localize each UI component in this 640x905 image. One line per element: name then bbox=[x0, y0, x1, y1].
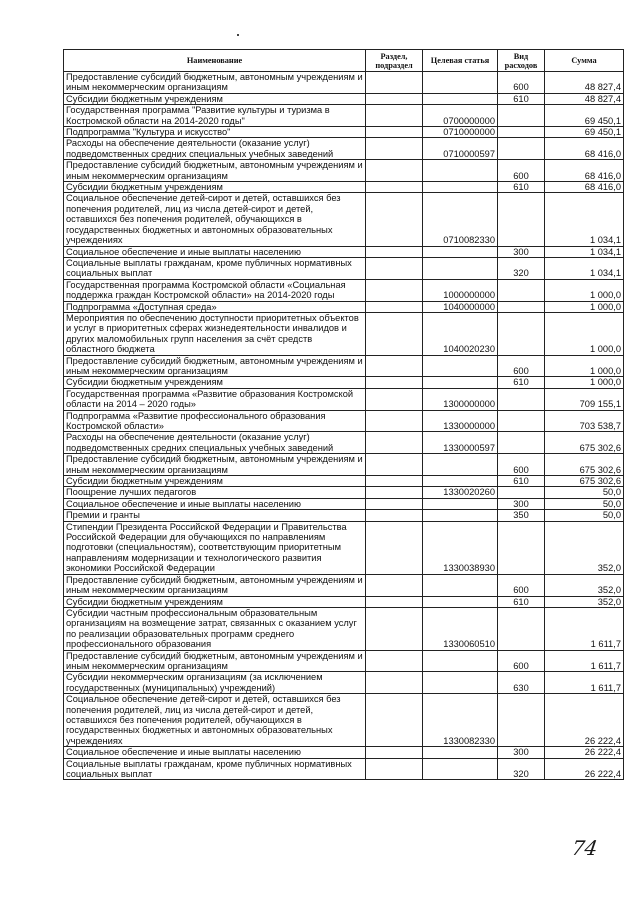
cell-type: 350 bbox=[498, 510, 545, 521]
cell-target: 1040000000 bbox=[423, 301, 498, 312]
cell-name: Государственная программа "Развитие культуры и туризма в Костромской области на 2014-2020 годы" bbox=[64, 105, 366, 127]
cell-target bbox=[423, 650, 498, 672]
cell-sum: 1 000,0 bbox=[545, 312, 624, 355]
table-row bbox=[64, 182, 624, 193]
cell-section bbox=[366, 257, 423, 279]
cell-name: Расходы на обеспечение деятельности (оказание услуг) подведомственных средних специальных учебных заведений bbox=[64, 138, 366, 160]
cell-sum: 352,0 bbox=[545, 574, 624, 596]
cell-sum: 68 416,0 bbox=[545, 160, 624, 182]
cell-type bbox=[498, 388, 545, 410]
cell-sum: 1 000,0 bbox=[545, 301, 624, 312]
cell-target bbox=[423, 574, 498, 596]
cell-section bbox=[366, 105, 423, 127]
cell-section bbox=[366, 758, 423, 780]
cell-type bbox=[498, 105, 545, 127]
cell-section bbox=[366, 607, 423, 650]
cell-sum: 48 827,4 bbox=[545, 93, 624, 104]
cell-type: 610 bbox=[498, 476, 545, 487]
cell-type bbox=[498, 127, 545, 138]
table-row bbox=[64, 105, 624, 127]
cell-target: 0710000597 bbox=[423, 138, 498, 160]
cell-target: 1330060510 bbox=[423, 607, 498, 650]
cell-sum: 675 302,6 bbox=[545, 432, 624, 454]
cell-sum: 675 302,6 bbox=[545, 454, 624, 476]
cell-target bbox=[423, 257, 498, 279]
cell-section bbox=[366, 410, 423, 432]
cell-target bbox=[423, 747, 498, 758]
cell-type bbox=[498, 694, 545, 747]
table-row bbox=[64, 498, 624, 509]
cell-name: Предоставление субсидий бюджетным, автономным учреждениям и иным некоммерческим организациям bbox=[64, 454, 366, 476]
table-row bbox=[64, 487, 624, 498]
cell-section bbox=[366, 160, 423, 182]
header-sum: Сумма bbox=[545, 50, 624, 72]
cell-sum: 50,0 bbox=[545, 487, 624, 498]
cell-sum: 1 000,0 bbox=[545, 377, 624, 388]
cell-name: Предоставление субсидий бюджетным, автономным учреждениям и иным некоммерческим организациям bbox=[64, 574, 366, 596]
cell-target bbox=[423, 182, 498, 193]
cell-section bbox=[366, 246, 423, 257]
cell-target: 0710000000 bbox=[423, 127, 498, 138]
cell-section bbox=[366, 454, 423, 476]
cell-sum: 26 222,4 bbox=[545, 694, 624, 747]
cell-target bbox=[423, 72, 498, 94]
cell-section bbox=[366, 127, 423, 138]
cell-sum: 1 000,0 bbox=[545, 355, 624, 377]
cell-name: Стипендии Президента Российской Федерации и Правительства Российской Федерации для обучающихся по направлениям подготовки (специальностям), соответствующим приоритетным направлениям модернизации и технологического развития экономики Российской Федерации bbox=[64, 521, 366, 574]
table-body bbox=[64, 72, 624, 780]
cell-section bbox=[366, 193, 423, 246]
cell-sum: 68 416,0 bbox=[545, 182, 624, 193]
table-row bbox=[64, 747, 624, 758]
table-row bbox=[64, 388, 624, 410]
cell-type: 610 bbox=[498, 596, 545, 607]
cell-section bbox=[366, 596, 423, 607]
cell-type bbox=[498, 312, 545, 355]
cell-section bbox=[366, 747, 423, 758]
cell-target: 0710082330 bbox=[423, 193, 498, 246]
cell-target: 0700000000 bbox=[423, 105, 498, 127]
cell-sum: 1 000,0 bbox=[545, 279, 624, 301]
cell-section bbox=[366, 93, 423, 104]
cell-name: Социальные выплаты гражданам, кроме публичных нормативных социальных выплат bbox=[64, 758, 366, 780]
cell-name: Предоставление субсидий бюджетным, автономным учреждениям и иным некоммерческим организациям bbox=[64, 355, 366, 377]
cell-target bbox=[423, 377, 498, 388]
cell-name: Социальное обеспечение детей-сирот и детей, оставшихся без попечения родителей, лиц из числа детей-сирот и детей, оставшихся без попечения родителей, обучающихся в государственных бюджетных и автономных образовательных учреждениях bbox=[64, 694, 366, 747]
cell-type bbox=[498, 138, 545, 160]
cell-section bbox=[366, 694, 423, 747]
table-row bbox=[64, 257, 624, 279]
table-row bbox=[64, 596, 624, 607]
cell-target bbox=[423, 672, 498, 694]
cell-name: Субсидии бюджетным учреждениям bbox=[64, 476, 366, 487]
cell-sum: 1 034,1 bbox=[545, 257, 624, 279]
cell-name: Расходы на обеспечение деятельности (оказание услуг) подведомственных средних специальных учебных заведений bbox=[64, 432, 366, 454]
cell-type bbox=[498, 521, 545, 574]
cell-type bbox=[498, 279, 545, 301]
cell-sum: 1 611,7 bbox=[545, 672, 624, 694]
cell-sum: 68 416,0 bbox=[545, 138, 624, 160]
cell-target bbox=[423, 355, 498, 377]
cell-section bbox=[366, 355, 423, 377]
cell-section bbox=[366, 388, 423, 410]
cell-section bbox=[366, 182, 423, 193]
cell-target bbox=[423, 758, 498, 780]
cell-name: Предоставление субсидий бюджетным, автономным учреждениям и иным некоммерческим организациям bbox=[64, 72, 366, 94]
cell-type: 600 bbox=[498, 454, 545, 476]
cell-sum: 26 222,4 bbox=[545, 758, 624, 780]
cell-section bbox=[366, 138, 423, 160]
table-row bbox=[64, 650, 624, 672]
cell-name: Подпрограмма "Культура и искусство" bbox=[64, 127, 366, 138]
cell-type: 600 bbox=[498, 72, 545, 94]
table-row bbox=[64, 93, 624, 104]
cell-sum: 352,0 bbox=[545, 596, 624, 607]
cell-type bbox=[498, 432, 545, 454]
cell-target: 1040020230 bbox=[423, 312, 498, 355]
table-row bbox=[64, 607, 624, 650]
cell-type bbox=[498, 410, 545, 432]
cell-type: 600 bbox=[498, 650, 545, 672]
cell-section bbox=[366, 498, 423, 509]
scan-speck bbox=[237, 34, 239, 36]
budget-table bbox=[63, 49, 624, 780]
cell-type: 600 bbox=[498, 574, 545, 596]
cell-sum: 50,0 bbox=[545, 510, 624, 521]
cell-type: 320 bbox=[498, 257, 545, 279]
table-row bbox=[64, 72, 624, 94]
cell-section bbox=[366, 72, 423, 94]
cell-target bbox=[423, 510, 498, 521]
cell-type: 610 bbox=[498, 182, 545, 193]
cell-section bbox=[366, 279, 423, 301]
table-row bbox=[64, 454, 624, 476]
cell-section bbox=[366, 521, 423, 574]
cell-name: Премии и гранты bbox=[64, 510, 366, 521]
cell-target bbox=[423, 454, 498, 476]
cell-type: 300 bbox=[498, 246, 545, 257]
cell-type bbox=[498, 487, 545, 498]
cell-target: 1330082330 bbox=[423, 694, 498, 747]
cell-section bbox=[366, 487, 423, 498]
cell-name: Субсидии бюджетным учреждениям bbox=[64, 182, 366, 193]
cell-target bbox=[423, 498, 498, 509]
table-row bbox=[64, 510, 624, 521]
cell-target bbox=[423, 246, 498, 257]
cell-name: Социальное обеспечение детей-сирот и детей, оставшихся без попечения родителей, лиц из числа детей-сирот и детей, оставшихся без попечения родителей, обучающихся в государственных бюджетных и автономных образовательных учреждениях bbox=[64, 193, 366, 246]
cell-name: Субсидии частным профессиональным образовательным организациям на возмещение затрат, связанных с оказанием услуг по реализации образовательных программ среднего профессионального образования bbox=[64, 607, 366, 650]
table-row bbox=[64, 672, 624, 694]
cell-type: 600 bbox=[498, 355, 545, 377]
cell-sum: 709 155,1 bbox=[545, 388, 624, 410]
cell-sum: 1 611,7 bbox=[545, 650, 624, 672]
cell-target: 1300000000 bbox=[423, 388, 498, 410]
cell-name: Государственная программа «Развитие образования Костромской области на 2014 – 2020 годы» bbox=[64, 388, 366, 410]
cell-section bbox=[366, 650, 423, 672]
cell-type: 320 bbox=[498, 758, 545, 780]
cell-sum: 50,0 bbox=[545, 498, 624, 509]
table-row bbox=[64, 279, 624, 301]
cell-name: Мероприятия по обеспечению доступности приоритетных объектов и услуг в приоритетных сферах жизнедеятельности инвалидов и других маломобильных групп населения за счёт средств областного бюджета bbox=[64, 312, 366, 355]
cell-name: Государственная программа Костромской области «Социальная поддержка граждан Костромской области» на 2014-2020 годы bbox=[64, 279, 366, 301]
cell-target: 1330020260 bbox=[423, 487, 498, 498]
cell-type: 610 bbox=[498, 377, 545, 388]
cell-name: Подпрограмма «Развитие профессионального образования Костромской области» bbox=[64, 410, 366, 432]
cell-sum: 69 450,1 bbox=[545, 105, 624, 127]
cell-type: 300 bbox=[498, 498, 545, 509]
cell-sum: 48 827,4 bbox=[545, 72, 624, 94]
cell-type bbox=[498, 301, 545, 312]
cell-name: Субсидии бюджетным учреждениям bbox=[64, 596, 366, 607]
table-row bbox=[64, 193, 624, 246]
page-number: 74 bbox=[570, 836, 600, 860]
table-row bbox=[64, 312, 624, 355]
table-row bbox=[64, 758, 624, 780]
cell-name: Субсидии некоммерческим организациям (за исключением государственных (муниципальных) учреждений) bbox=[64, 672, 366, 694]
cell-name: Социальное обеспечение и иные выплаты населению bbox=[64, 498, 366, 509]
cell-name: Субсидии бюджетным учреждениям bbox=[64, 93, 366, 104]
table-row bbox=[64, 476, 624, 487]
cell-target: 1330000000 bbox=[423, 410, 498, 432]
cell-name: Предоставление субсидий бюджетным, автономным учреждениям и иным некоммерческим организациям bbox=[64, 650, 366, 672]
cell-target: 1000000000 bbox=[423, 279, 498, 301]
cell-type bbox=[498, 193, 545, 246]
cell-target: 1330038930 bbox=[423, 521, 498, 574]
cell-name: Поощрение лучших педагогов bbox=[64, 487, 366, 498]
table-row bbox=[64, 521, 624, 574]
table-header-row bbox=[64, 50, 624, 72]
cell-sum: 69 450,1 bbox=[545, 127, 624, 138]
cell-target: 1330000597 bbox=[423, 432, 498, 454]
cell-name: Субсидии бюджетным учреждениям bbox=[64, 377, 366, 388]
table-row bbox=[64, 574, 624, 596]
header-type: Вид расходов bbox=[498, 50, 545, 72]
cell-name: Подпрограмма «Доступная среда» bbox=[64, 301, 366, 312]
cell-target bbox=[423, 93, 498, 104]
table-row bbox=[64, 246, 624, 257]
cell-type: 600 bbox=[498, 160, 545, 182]
cell-section bbox=[366, 301, 423, 312]
cell-section bbox=[366, 377, 423, 388]
cell-name: Социальное обеспечение и иные выплаты населению bbox=[64, 246, 366, 257]
cell-sum: 352,0 bbox=[545, 521, 624, 574]
header-section: Раздел, подраздел bbox=[366, 50, 423, 72]
cell-section bbox=[366, 312, 423, 355]
table-row bbox=[64, 127, 624, 138]
cell-section bbox=[366, 672, 423, 694]
cell-name: Социальное обеспечение и иные выплаты населению bbox=[64, 747, 366, 758]
cell-type: 630 bbox=[498, 672, 545, 694]
table-row bbox=[64, 410, 624, 432]
cell-type: 300 bbox=[498, 747, 545, 758]
cell-section bbox=[366, 574, 423, 596]
header-target: Целевая статья bbox=[423, 50, 498, 72]
cell-name: Предоставление субсидий бюджетным, автономным учреждениям и иным некоммерческим организациям bbox=[64, 160, 366, 182]
cell-section bbox=[366, 476, 423, 487]
table-row bbox=[64, 355, 624, 377]
cell-target bbox=[423, 160, 498, 182]
cell-sum: 1 611,7 bbox=[545, 607, 624, 650]
cell-section bbox=[366, 432, 423, 454]
table-row bbox=[64, 301, 624, 312]
cell-name: Социальные выплаты гражданам, кроме публичных нормативных социальных выплат bbox=[64, 257, 366, 279]
cell-target bbox=[423, 596, 498, 607]
table-row bbox=[64, 377, 624, 388]
cell-type: 610 bbox=[498, 93, 545, 104]
cell-sum: 1 034,1 bbox=[545, 193, 624, 246]
table-row bbox=[64, 138, 624, 160]
cell-sum: 675 302,6 bbox=[545, 476, 624, 487]
header-name: Наименование bbox=[64, 50, 366, 72]
cell-sum: 26 222,4 bbox=[545, 747, 624, 758]
cell-sum: 703 538,7 bbox=[545, 410, 624, 432]
cell-sum: 1 034,1 bbox=[545, 246, 624, 257]
table-row bbox=[64, 694, 624, 747]
cell-section bbox=[366, 510, 423, 521]
table-row bbox=[64, 160, 624, 182]
cell-type bbox=[498, 607, 545, 650]
table-row bbox=[64, 432, 624, 454]
cell-target bbox=[423, 476, 498, 487]
